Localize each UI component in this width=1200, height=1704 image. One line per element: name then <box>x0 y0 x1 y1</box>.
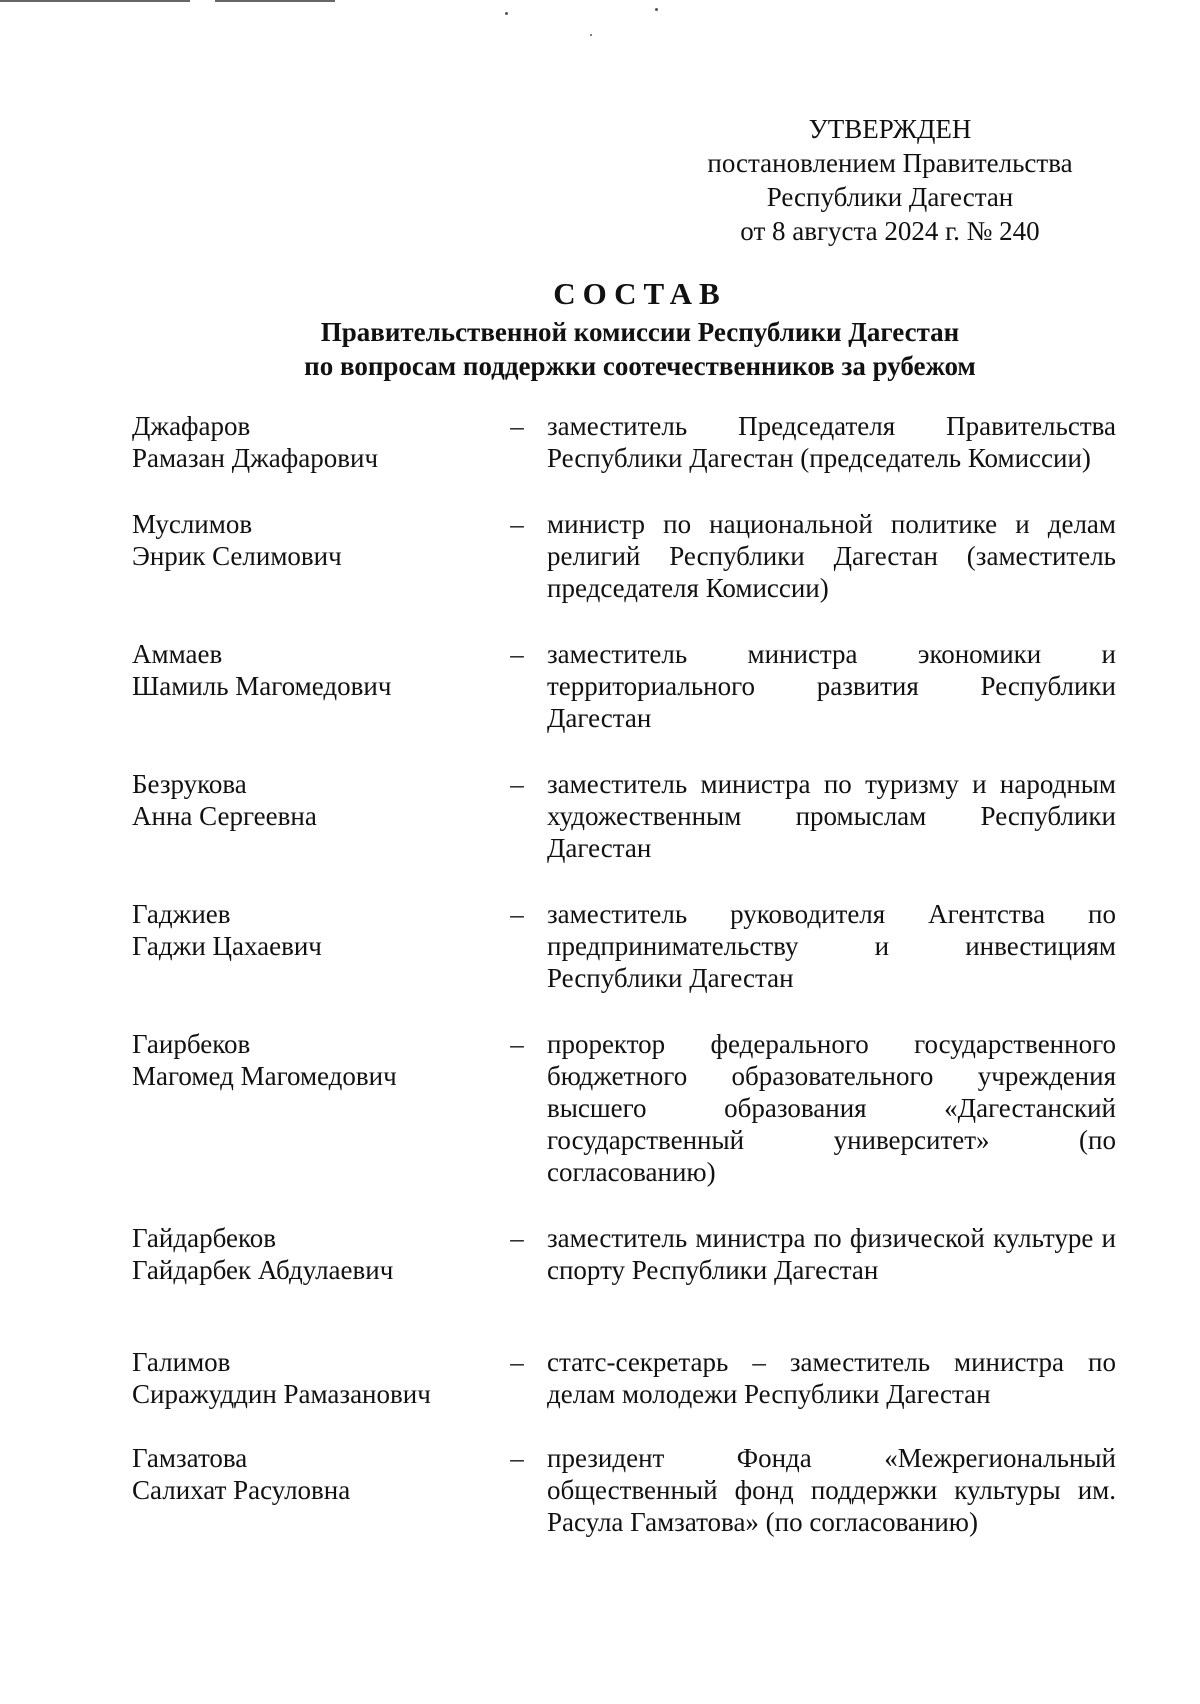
member-surname: Гамзатова <box>132 1443 248 1473</box>
document-title: СОСТАВ <box>553 276 727 311</box>
document-heading <box>150 275 1130 383</box>
member-role: проректор федерального государственного бюджетного образовательного учреждения высшего образования «Дагестанский государственный университет» (по согласованию) <box>547 1029 1116 1187</box>
scan-artifact <box>505 12 508 15</box>
approval-title: УТВЕРЖДЕН <box>808 114 972 144</box>
member-name <box>132 1442 492 1506</box>
approval-stamp-block <box>640 112 1140 248</box>
member-given-names: Рамазан Джафарович <box>132 443 379 473</box>
scan-artifact <box>590 34 592 36</box>
member-name <box>132 508 492 572</box>
member-entry <box>132 1222 1116 1286</box>
member-name <box>132 768 492 832</box>
member-name <box>132 1028 492 1092</box>
member-name <box>132 1346 492 1410</box>
approval-line-resolution: постановлением Правительства <box>707 148 1073 178</box>
member-role: заместитель министра по туризму и народным художественным промыслам Республики Дагестан <box>547 769 1116 863</box>
member-role: министр по национальной политике и делам религий Республики Дагестан (заместитель председателя Комиссии) <box>547 509 1116 603</box>
member-entry <box>132 1028 1116 1188</box>
member-entry <box>132 410 1116 474</box>
separator-dash: – <box>510 1029 524 1059</box>
member-given-names: Шамиль Магомедович <box>132 671 392 701</box>
member-entry <box>132 898 1116 994</box>
separator-dash: – <box>510 1223 524 1253</box>
member-given-names: Сиражуддин Рамазанович <box>132 1379 431 1409</box>
member-given-names: Салихат Расуловна <box>132 1475 351 1505</box>
member-given-names: Гаджи Цахаевич <box>132 931 322 961</box>
scan-artifact <box>655 8 658 11</box>
member-surname: Аммаев <box>132 639 223 669</box>
member-surname: Гайдарбеков <box>132 1223 276 1253</box>
member-role: заместитель министра по физической культуре и спорту Республики Дагестан <box>547 1223 1116 1285</box>
member-entry <box>132 1442 1116 1538</box>
member-surname: Муслимов <box>132 509 253 539</box>
member-given-names: Магомед Магомедович <box>132 1061 397 1091</box>
member-role: заместитель министра экономики и территориального развития Республики Дагестан <box>547 639 1116 733</box>
member-surname: Гаирбеков <box>132 1029 251 1059</box>
member-role: президент Фонда «Межрегиональный общественный фонд поддержки культуры им. Расула Гамзатова» (по согласованию) <box>547 1443 1116 1537</box>
member-name <box>132 410 492 474</box>
member-role: заместитель руководителя Агентства по предпринимательству и инвестициям Республики Дагестан <box>547 899 1116 993</box>
separator-dash: – <box>510 899 524 929</box>
member-entry <box>132 638 1116 734</box>
member-role: заместитель Председателя Правительства Республики Дагестан (председатель Комиссии) <box>547 411 1116 473</box>
member-surname: Гаджиев <box>132 899 231 929</box>
separator-dash: – <box>510 769 524 799</box>
member-entry <box>132 768 1116 864</box>
member-name <box>132 1222 492 1286</box>
member-entry <box>132 508 1116 604</box>
separator-dash: – <box>510 411 524 441</box>
member-surname: Безрукова <box>132 769 247 799</box>
separator-dash: – <box>510 1347 524 1377</box>
document-subtitle-line2: по вопросам поддержки соотечественников за рубежом <box>304 351 976 381</box>
member-entry <box>132 1346 1116 1410</box>
separator-dash: – <box>510 1443 524 1473</box>
approval-line-date-number: от 8 августа 2024 г. № 240 <box>740 216 1040 246</box>
commission-members-list <box>132 410 1116 1538</box>
member-given-names: Анна Сергеевна <box>132 801 317 831</box>
member-name <box>132 898 492 962</box>
member-role: статс-секретарь – заместитель министра по делам молодежи Республики Дагестан <box>547 1347 1116 1409</box>
member-surname: Джафаров <box>132 411 251 441</box>
document-subtitle-line1: Правительственной комиссии Республики Дагестан <box>320 317 960 347</box>
separator-dash: – <box>510 509 524 539</box>
member-given-names: Энрик Селимович <box>132 541 342 571</box>
member-given-names: Гайдарбек Абдулаевич <box>132 1255 394 1285</box>
scan-artifact <box>0 0 190 2</box>
scan-artifact <box>215 0 335 2</box>
approval-line-republic: Республики Дагестан <box>766 182 1014 212</box>
member-name <box>132 638 492 702</box>
separator-dash: – <box>510 639 524 669</box>
member-surname: Галимов <box>132 1347 231 1377</box>
